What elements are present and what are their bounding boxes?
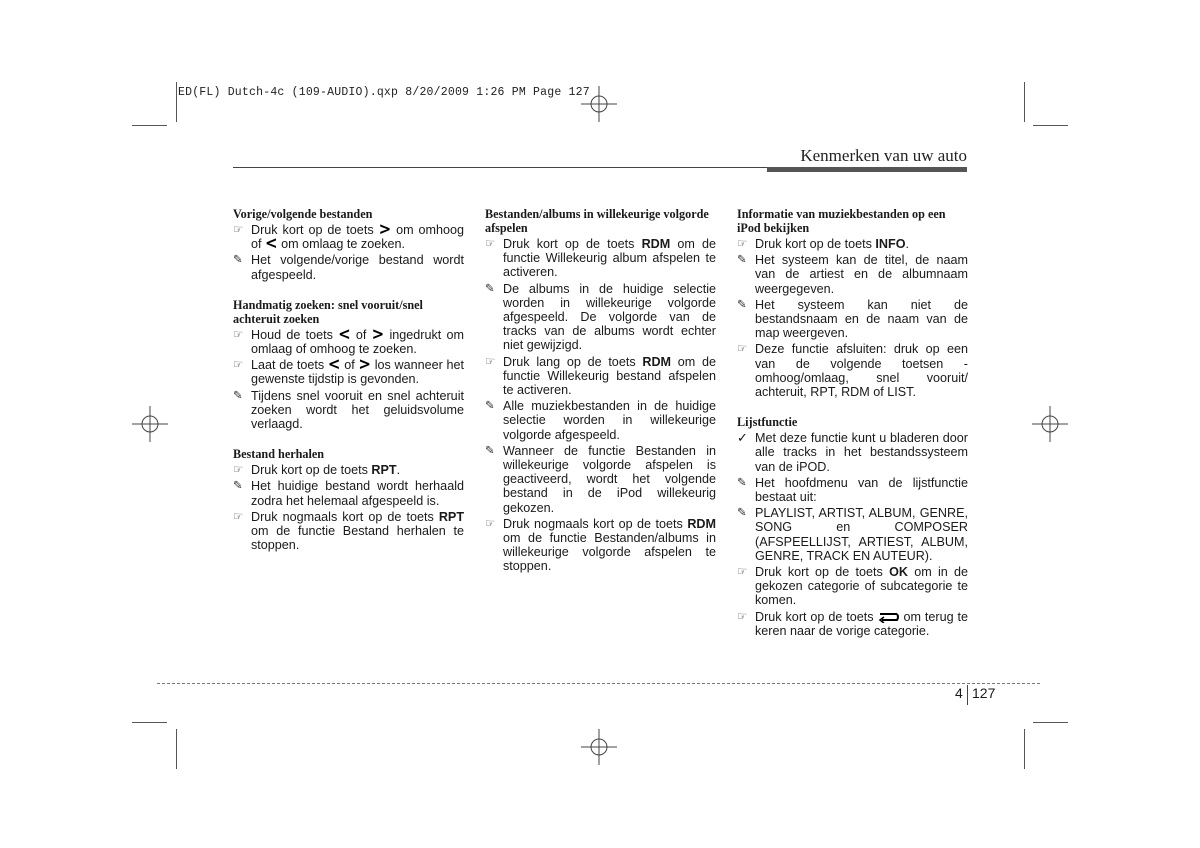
list-item: ☞ Druk kort op de toets RDM om de functie Willekeurig album afspelen te activeren.: [485, 237, 717, 280]
pointing-hand-icon: ☞: [485, 517, 496, 530]
key-label: RPT: [438, 509, 465, 524]
pencil-note-icon: ✎: [233, 480, 243, 493]
key-label: RPT: [371, 463, 397, 478]
column-2: [485, 207, 716, 590]
chevron-right-icon: >: [358, 354, 371, 375]
header-bar: [767, 167, 967, 172]
section-heading: Lijstfunctie: [737, 415, 798, 430]
list-item: ✎ Het systeem kan niet de bestandsnaam en de naam van de map weergeven.: [737, 297, 968, 341]
section-heading: Informatie van muziekbestanden op een iPod bekijken: [737, 207, 946, 235]
crop-mark: [1033, 125, 1068, 126]
list-item: ✓ Met deze functie kunt u bladeren door alle tracks in het bestandssysteem van de iPOD.: [737, 430, 968, 474]
pointing-hand-icon: ☞: [737, 610, 748, 623]
pointing-hand-icon: ☞: [233, 328, 244, 341]
list-item: ✎ Wanneer de functie Bestanden in willekeurige volgorde afspelen is geactiveerd, wordt het volgende bestand in de iPod willekeurig gekozen.: [485, 443, 716, 515]
crop-mark: [1024, 82, 1025, 122]
section-heading: Bestand herhalen: [233, 447, 325, 462]
registration-mark-left: [130, 404, 170, 444]
chevron-right-icon: >: [371, 323, 385, 344]
pointing-hand-icon: ☞: [233, 224, 244, 236]
pointing-hand-icon: ☞: [233, 464, 244, 477]
registration-mark-top: [579, 84, 619, 124]
pointing-hand-icon: ☞: [737, 566, 748, 579]
list-item: ☞ Druk kort op de toets > om omhoog of < om omlaag te zoeken.: [233, 219, 465, 254]
section-prev-next-files: [233, 207, 464, 282]
pencil-note-icon: ✎: [485, 282, 495, 295]
chevron-left-icon: <: [338, 323, 351, 344]
key-label: INFO: [875, 237, 906, 251]
crop-mark: [176, 729, 177, 769]
section-title: Kenmerken van uw auto: [800, 146, 967, 165]
list-item: ☞ Druk kort op de toets om terug te keren naar de vorige categorie.: [737, 609, 969, 638]
pointing-hand-icon: ☞: [737, 343, 748, 356]
chapter-number: 4: [955, 685, 963, 701]
list-item: ☞ Druk nogmaals kort op de toets RDM om de functie Bestanden/albums in willekeurige volgorde afspelen te stoppen.: [485, 516, 716, 574]
list-item: ☞ Druk nogmaals kort op de toets RPT om de functie Bestand herhalen te stoppen.: [233, 509, 465, 553]
section-list-function: [737, 415, 968, 638]
list-item: ✎ Het systeem kan de titel, de naam van de artiest en de albumnaam weergegeven.: [737, 253, 968, 296]
footer-dotted-rule: [157, 683, 1040, 684]
registration-mark-right: [1030, 404, 1070, 444]
list-item: ✎ Het hoofdmenu van de lijstfunctie bestaat uit:: [737, 475, 968, 505]
pencil-note-icon: ✎: [233, 389, 243, 402]
list-item: ✎ Tijdens snel vooruit en snel achteruit zoeken wordt het geluidsvolume verlaagd.: [233, 388, 464, 432]
pointing-hand-icon: ☞: [485, 238, 496, 250]
return-arrow-icon: [878, 611, 900, 623]
pointing-hand-icon: ☞: [233, 359, 244, 372]
list-item: ☞ Druk lang op de toets RDM om de functie Willekeurig bestand afspelen te activeren.: [485, 354, 717, 398]
pencil-note-icon: ✎: [737, 507, 747, 520]
page-number-separator: [967, 685, 968, 705]
section-repeat-file: [233, 447, 464, 552]
pencil-note-icon: ✎: [737, 254, 747, 267]
key-label: RDM: [641, 237, 671, 251]
list-item: ☞ Druk kort op de toets RPT.: [233, 463, 401, 478]
pointing-hand-icon: ☞: [233, 510, 244, 523]
list-item: ☞ Laat de toets < of > los wanneer het gewenste tijdstip is gevonden.: [233, 354, 465, 387]
chevron-left-icon: <: [265, 233, 278, 254]
pointing-hand-icon: ☞: [737, 238, 748, 250]
key-label: RDM: [687, 516, 716, 531]
pointing-hand-icon: ☞: [485, 355, 496, 368]
list-item: ☞ Deze functie afsluiten: druk op een van de volgende toetsen - omhoog/omlaag, snel vooruit/ achteruit, RPT, RDM of LIST.: [737, 342, 968, 400]
key-label: RDM: [642, 354, 672, 369]
column-3: [737, 207, 968, 654]
section-heading: Vorige/volgende bestanden: [233, 207, 373, 221]
pencil-note-icon: ✎: [737, 476, 747, 489]
pencil-note-icon: ✎: [737, 298, 747, 311]
crop-mark: [1033, 722, 1068, 723]
page-number: 127: [972, 685, 996, 701]
key-label: OK: [889, 565, 908, 580]
crop-mark: [1024, 729, 1025, 769]
column-1: [233, 207, 464, 568]
crop-mark: [132, 125, 167, 126]
chevron-right-icon: >: [378, 219, 392, 239]
list-item: ✎ Het huidige bestand wordt herhaald zodra het helemaal afgespeeld is.: [233, 479, 464, 508]
registration-mark-bottom: [579, 727, 619, 767]
list-item: ☞ Houd de toets < of > ingedrukt om omlaag of omhoog te zoeken.: [233, 323, 465, 357]
section-heading: Handmatig zoeken: snel vooruit/snel achteruit zoeken: [233, 297, 423, 326]
section-manual-search: [233, 298, 464, 431]
header-rule: [233, 167, 767, 168]
pencil-note-icon: ✎: [233, 254, 243, 267]
chevron-left-icon: <: [327, 354, 341, 375]
list-item: ✎ PLAYLIST, ARTIST, ALBUM, GENRE, SONG en COMPOSER (AFSPEELLIJST, ARTIEST, ALBUM, GENRE, TRACK EN AUTEUR).: [737, 506, 968, 563]
section-ipod-info: [737, 207, 968, 399]
list-item: ✎ De albums in de huidige selectie worden in willekeurige volgorde afgespeeld. De volgorde van de tracks van de albums wordt echter niet gewijzigd.: [485, 281, 716, 353]
list-item: ✎ Alle muziekbestanden in de huidige selectie worden in willekeurige volgorde afgespeeld.: [485, 399, 716, 442]
pencil-note-icon: ✎: [485, 400, 495, 413]
section-random-play: [485, 207, 716, 574]
pencil-note-icon: ✎: [485, 444, 495, 457]
crop-mark: [176, 82, 177, 122]
check-mark-icon: ✓: [737, 430, 748, 446]
crop-mark: [132, 722, 167, 723]
list-item: ✎ Het volgende/vorige bestand wordt afgespeeld.: [233, 253, 464, 282]
print-slug: ED(FL) Dutch-4c (109-AUDIO).qxp 8/20/2009 1:26 PM Page 127: [178, 86, 590, 99]
list-item: ☞ Druk kort op de toets INFO.: [737, 237, 909, 251]
section-heading: Bestanden/albums in willekeurige volgorde afspelen: [485, 207, 709, 235]
list-item: ☞ Druk kort op de toets OK om in de gekozen categorie of subcategorie te komen.: [737, 565, 969, 608]
